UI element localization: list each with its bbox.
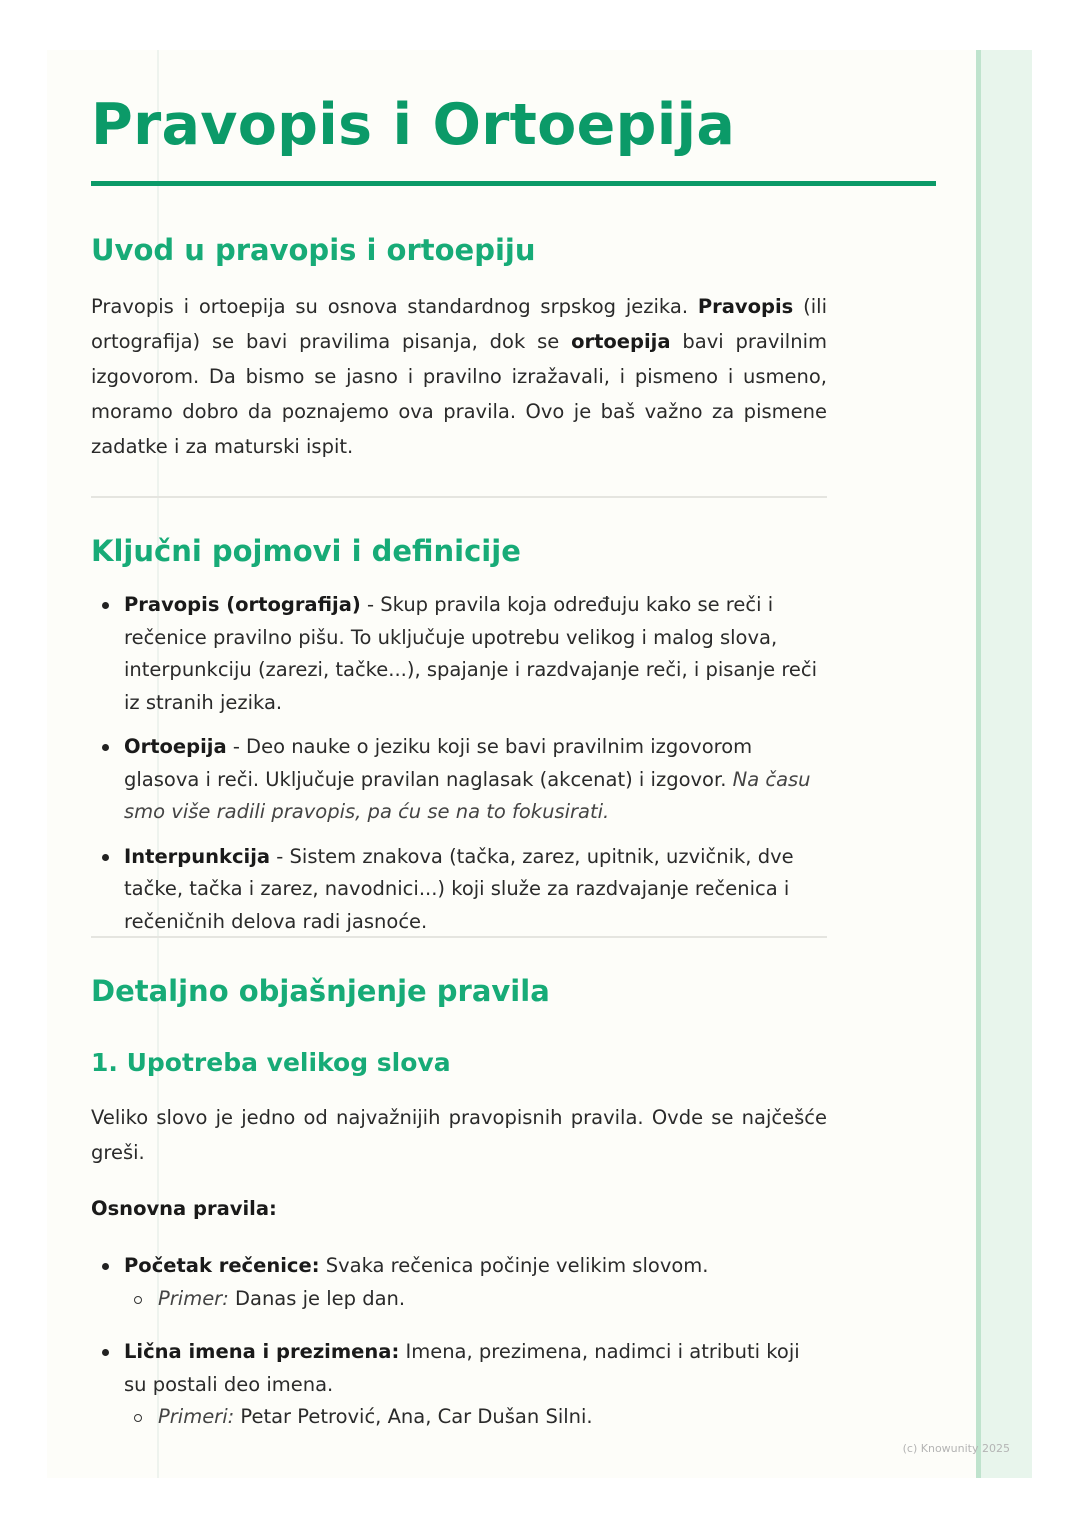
- list-item: Lična imena i prezimena: Imena, prezimena, nadimci i atributi koji su postali deo imena. Primeri: Petar Petrović, Ana, Car Dušan Silni.: [91, 1336, 827, 1434]
- list-item: Početak rečenice: Svaka rečenica počinje velikim slovom. Primer: Danas je lep dan.: [91, 1250, 827, 1315]
- divider: [91, 496, 827, 498]
- example-item: Primer: Danas je lep dan.: [124, 1283, 827, 1316]
- copyright: (c) Knowunity 2025: [902, 1442, 1010, 1455]
- key-terms-list: [91, 589, 827, 938]
- section-heading-details: Detaljno objašnjenje pravila: [91, 974, 550, 1008]
- list-item: Pravopis (ortografija) - Skup pravila koja određuju kako se reči i rečenice pravilno pišu. To uključuje upotrebu velikog i malog slova, interpunkciju (zarezi, tačke...), spajanje i razdvajanje reči, i pisanje reči iz stranih jezika.: [91, 589, 827, 719]
- rules-label: Osnovna pravila:: [91, 1197, 277, 1220]
- page-title: Pravopis i Ortoepija: [91, 92, 736, 158]
- subsection-heading: 1. Upotreba velikog slova: [91, 1048, 451, 1077]
- example-item: Primeri: Petar Petrović, Ana, Car Dušan Silni.: [124, 1401, 827, 1434]
- right-margin-strip: [976, 50, 1032, 1478]
- section-heading-key-terms: Ključni pojmovi i definicije: [91, 534, 521, 568]
- list-item: Interpunkcija - Sistem znakova (tačka, zarez, upitnik, uzvičnik, dve tačke, tačka i zarez, navodnici...) koji služe za razdvajanje rečenica i rečeničnih delova radi jasnoće.: [91, 841, 827, 939]
- divider: [91, 936, 827, 938]
- intro-paragraph: Pravopis i ortoepija su osnova standardnog srpskog jezika. Pravopis (ili ortografija) se bavi pravilima pisanja, dok se ortoepija bavi pravilnim izgovorom. Da bismo se jasno i pravilno izražavali, i pismeno i usmeno, moramo dobro da poznajemo ova pravila. Ovo je baš važno za pismene zadatke i za maturski ispit.: [91, 295, 827, 458]
- details-paragraph: Veliko slovo je jedno od najvažnijih pravopisnih pravila. Ovde se najčešće greši.: [91, 1106, 827, 1164]
- rules-list: [91, 1250, 827, 1434]
- title-underline: [91, 181, 936, 186]
- section-heading-intro: Uvod u pravopis i ortoepiju: [91, 233, 536, 267]
- list-item: Ortoepija - Deo nauke o jeziku koji se bavi pravilnim izgovorom glasova i reči. Uključuje pravilan naglasak (akcenat) i izgovor. Na času smo više radili pravopis, pa ću se na to fokusirati.: [91, 731, 827, 829]
